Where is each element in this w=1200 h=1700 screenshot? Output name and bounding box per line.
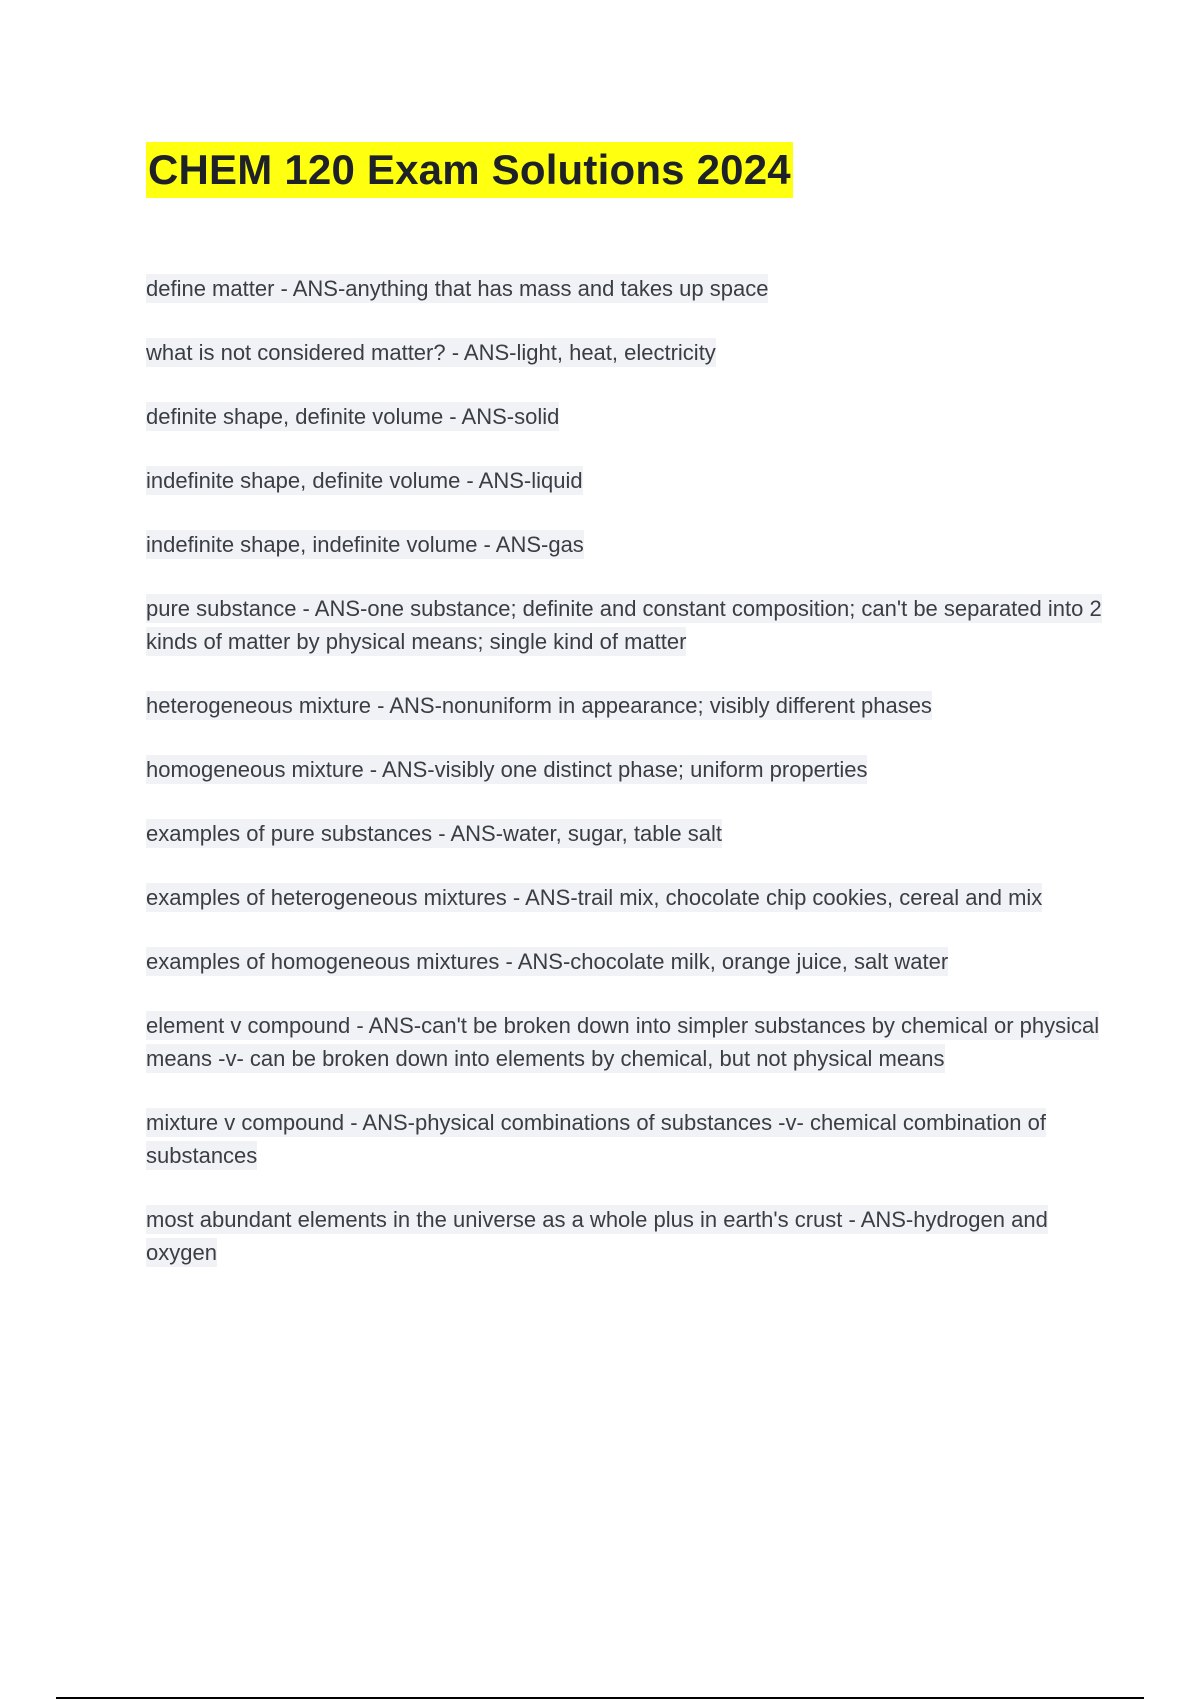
qa-item bbox=[146, 336, 1106, 369]
qa-text: element v compound - ANS-can't be broken down into simpler substances by chemical or physical means -v- can be broken down into elements by chemical, but not physical means bbox=[146, 1013, 1100, 1071]
qa-text: mixture v compound - ANS-physical combinations of substances -v- chemical combination of substances bbox=[146, 1110, 1046, 1168]
qa-text: examples of heterogeneous mixtures - ANS-trail mix, chocolate chip cookies, cereal and mix bbox=[146, 885, 1043, 910]
qa-item bbox=[146, 464, 1106, 497]
qa-item bbox=[146, 528, 1106, 561]
qa-item bbox=[146, 400, 1106, 433]
qa-text: indefinite shape, definite volume - ANS-liquid bbox=[146, 468, 583, 493]
qa-text: examples of pure substances - ANS-water, sugar, table salt bbox=[146, 821, 722, 846]
qa-text: most abundant elements in the universe as a whole plus in earth's crust - ANS-hydrogen and oxygen bbox=[146, 1207, 1048, 1265]
qa-item bbox=[146, 881, 1106, 914]
qa-item bbox=[146, 272, 1106, 305]
qa-item bbox=[146, 1009, 1106, 1075]
qa-item bbox=[146, 1203, 1106, 1269]
qa-list bbox=[146, 272, 1106, 1300]
title-block bbox=[146, 142, 793, 198]
qa-item bbox=[146, 1106, 1106, 1172]
qa-item bbox=[146, 592, 1106, 658]
qa-text: homogeneous mixture - ANS-visibly one distinct phase; uniform properties bbox=[146, 757, 868, 782]
qa-item bbox=[146, 753, 1106, 786]
qa-text: pure substance - ANS-one substance; definite and constant composition; can't be separated into 2 kinds of matter by physical means; single kind of matter bbox=[146, 596, 1102, 654]
document-page bbox=[146, 0, 1106, 1700]
qa-text: define matter - ANS-anything that has mass and takes up space bbox=[146, 276, 769, 301]
qa-text: indefinite shape, indefinite volume - ANS-gas bbox=[146, 532, 584, 557]
qa-item bbox=[146, 817, 1106, 850]
qa-text: heterogeneous mixture - ANS-nonuniform in appearance; visibly different phases bbox=[146, 693, 932, 718]
qa-item bbox=[146, 689, 1106, 722]
qa-text: examples of homogeneous mixtures - ANS-chocolate milk, orange juice, salt water bbox=[146, 949, 949, 974]
qa-text: what is not considered matter? - ANS-light, heat, electricity bbox=[146, 340, 716, 365]
qa-item bbox=[146, 945, 1106, 978]
qa-text: definite shape, definite volume - ANS-solid bbox=[146, 404, 560, 429]
page-bottom-rule bbox=[56, 1697, 1144, 1699]
page-title: CHEM 120 Exam Solutions 2024 bbox=[146, 142, 793, 198]
